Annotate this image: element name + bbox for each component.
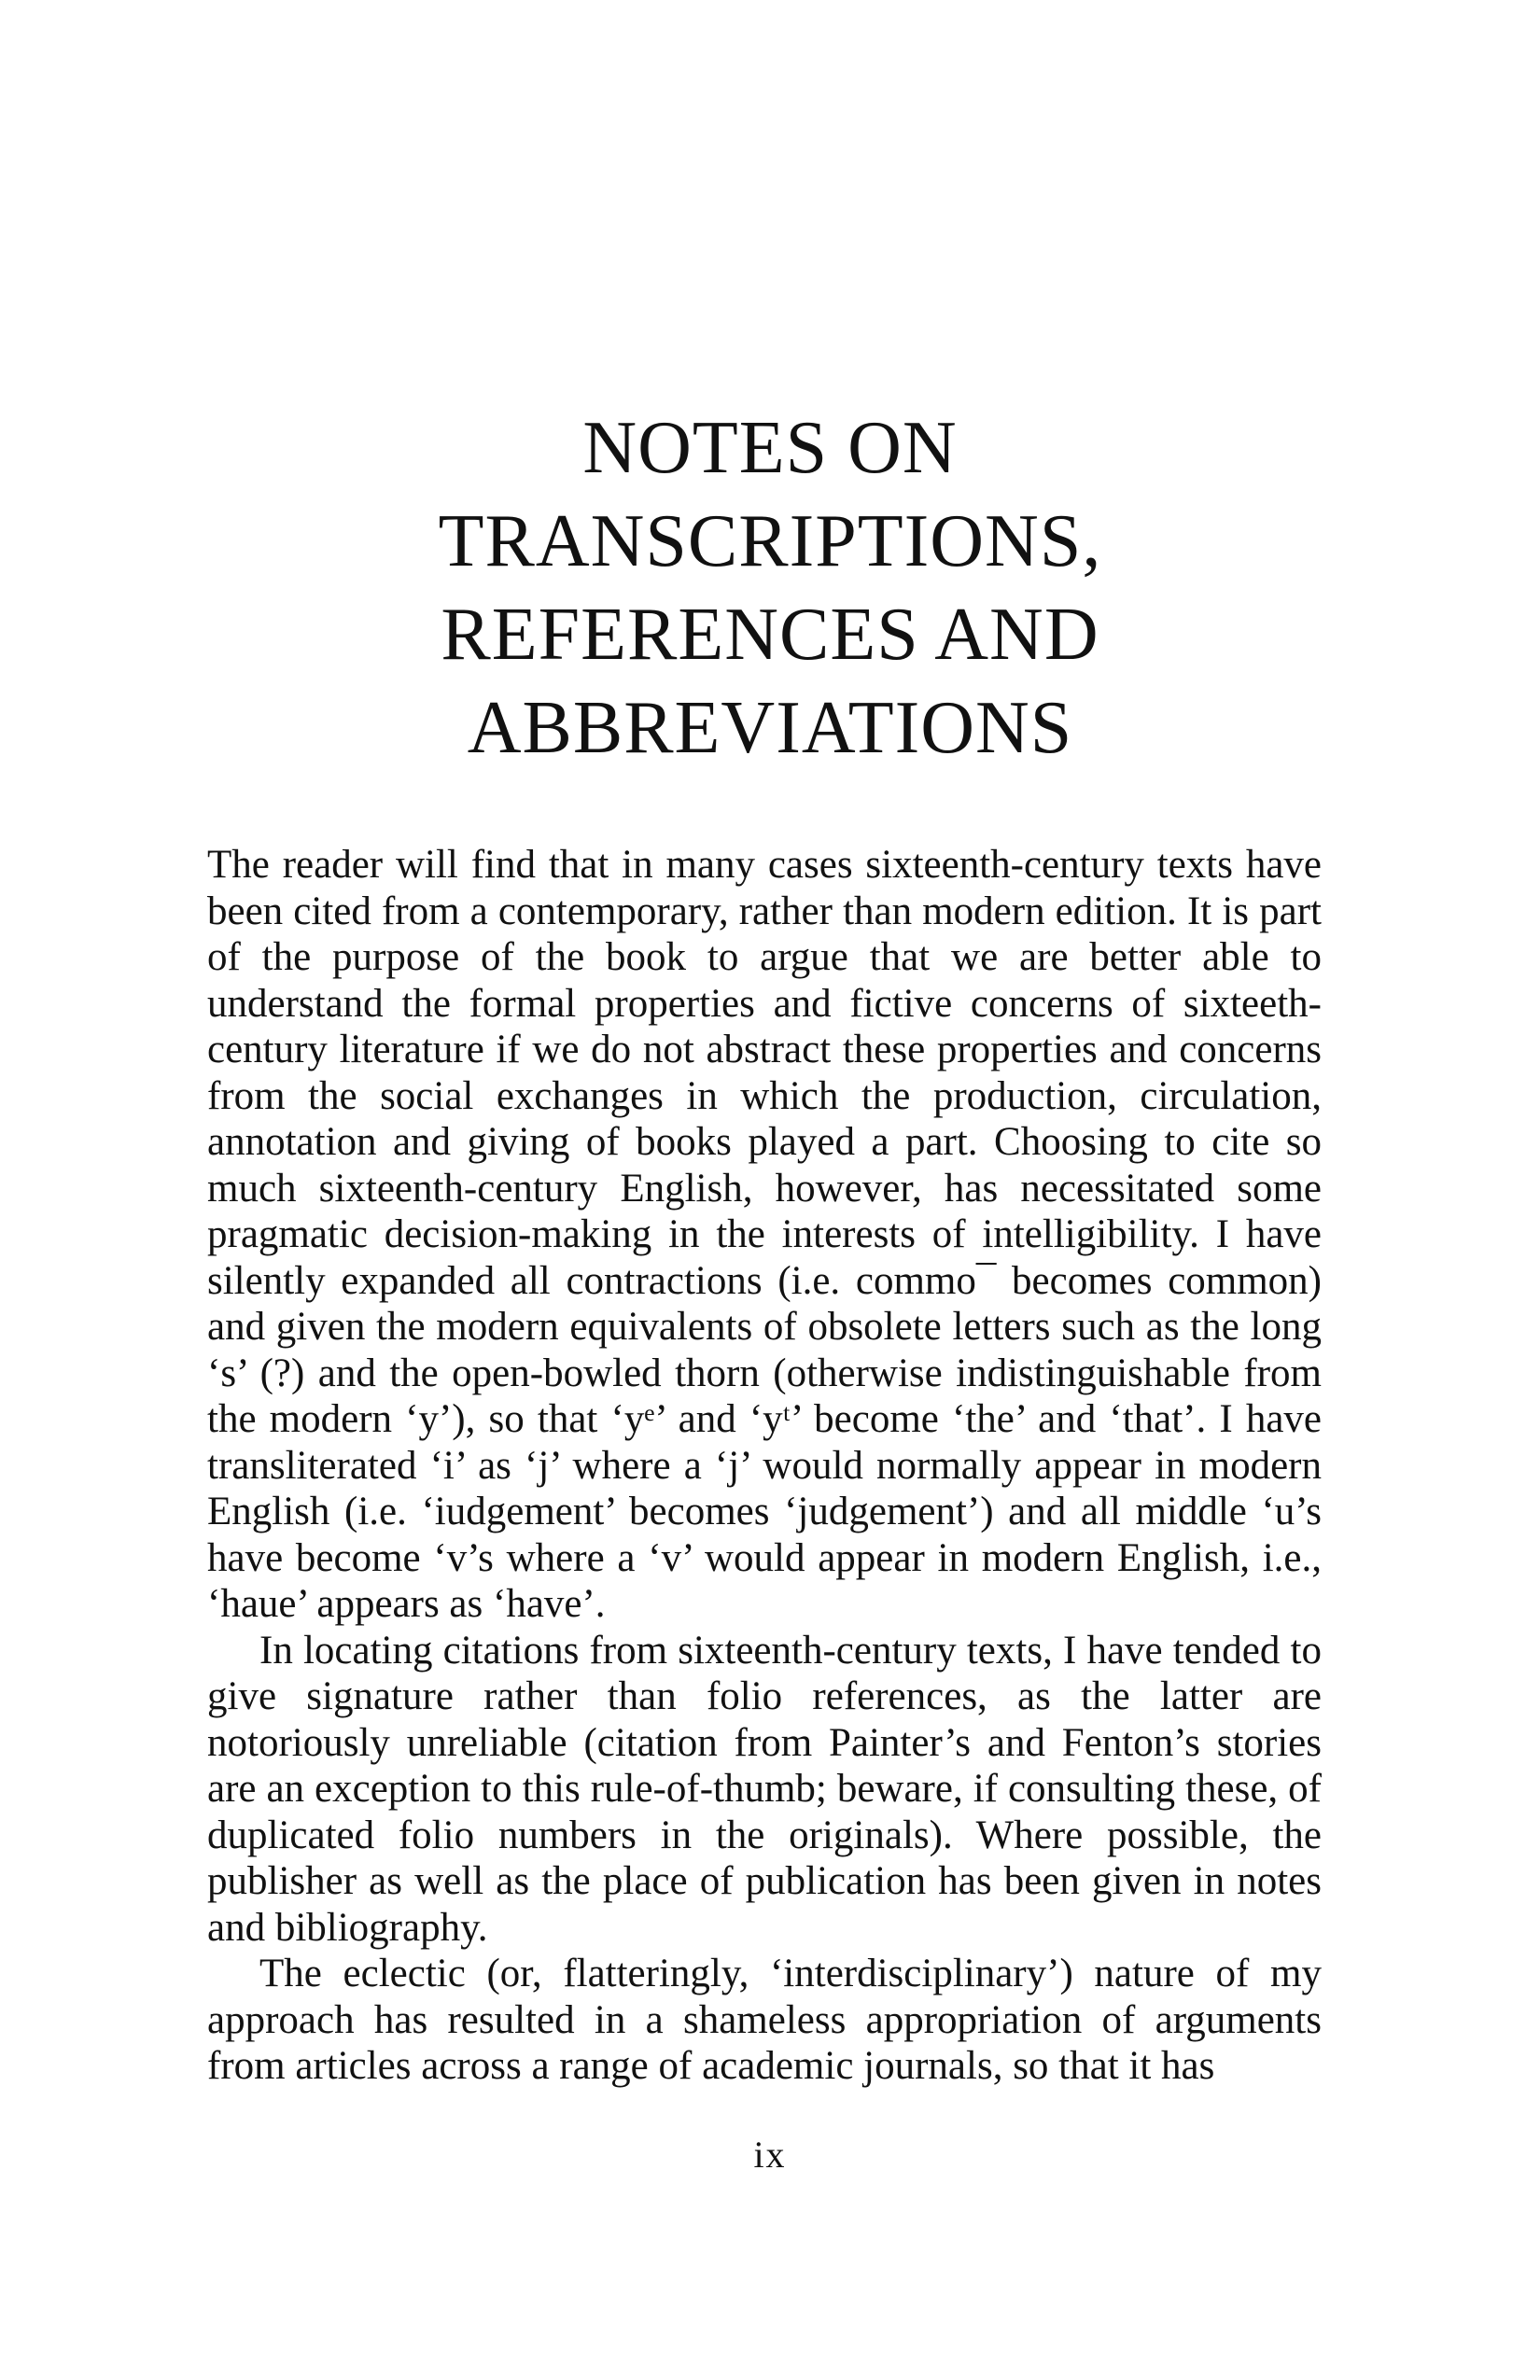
paragraph-3: The eclectic (or, flatteringly, ‘interdisciplinary’) nature of my approach has resulted in a shameless appropriation of arguments from articles across a range of academic journals, so that it has <box>207 1952 1322 2088</box>
title-line-4: ABBREVIATIONS <box>467 687 1073 769</box>
title-line-1: NOTES ON <box>582 407 958 489</box>
page-number: ix <box>753 2134 787 2176</box>
paragraph-1: The reader will find that in many cases sixteenth-century texts have been cited from a contemporary, rather than modern edition. It is part of the purpose of the book to argue that we are better able to understand the formal properties and fictive concerns of sixteeth-century literature if we do not abstract these properties and concerns from the social exchanges in which the production, circulation, annotation and giving of books played a part. Choosing to cite so much sixteenth-century English, however, has necessitated some pragmatic decision-making in the interests of intelligibility. I have silently expanded all contractions (i.e. commo¯ becomes common) and given the modern equivalents of obsolete letters such as the long ‘s’ (?) and the open-bowled thorn (otherwise indistinguishable from the modern ‘y’), so that ‘yᵉ’ and ‘yᵗ’ become ‘the’ and ‘that’. I have transliterated ‘i’ as ‘j’ where a ‘j’ would normally appear in modern English (i.e. ‘iudgement’ becomes ‘judgement’) and all middle ‘u’s have become ‘v’s where a ‘v’ would appear in modern English, i.e., ‘haue’ appears as ‘have’. <box>207 843 1322 1626</box>
body-text <box>207 842 1322 2090</box>
title-line-3: REFERENCES AND <box>441 594 1099 676</box>
title-line-2: TRANSCRIPTIONS, <box>438 500 1102 582</box>
page-title <box>0 401 1540 775</box>
paragraph-2: In locating citations from sixteenth-century texts, I have tended to give signature rather than folio references, as the latter are notoriously unreliable (citation from Painter’s and Fenton’s stories are an exception to this rule-of-thumb; beware, if consulting these, of duplicated folio numbers in the originals). Where possible, the publisher as well as the place of publication has been given in notes and bibliography. <box>207 1628 1322 1950</box>
